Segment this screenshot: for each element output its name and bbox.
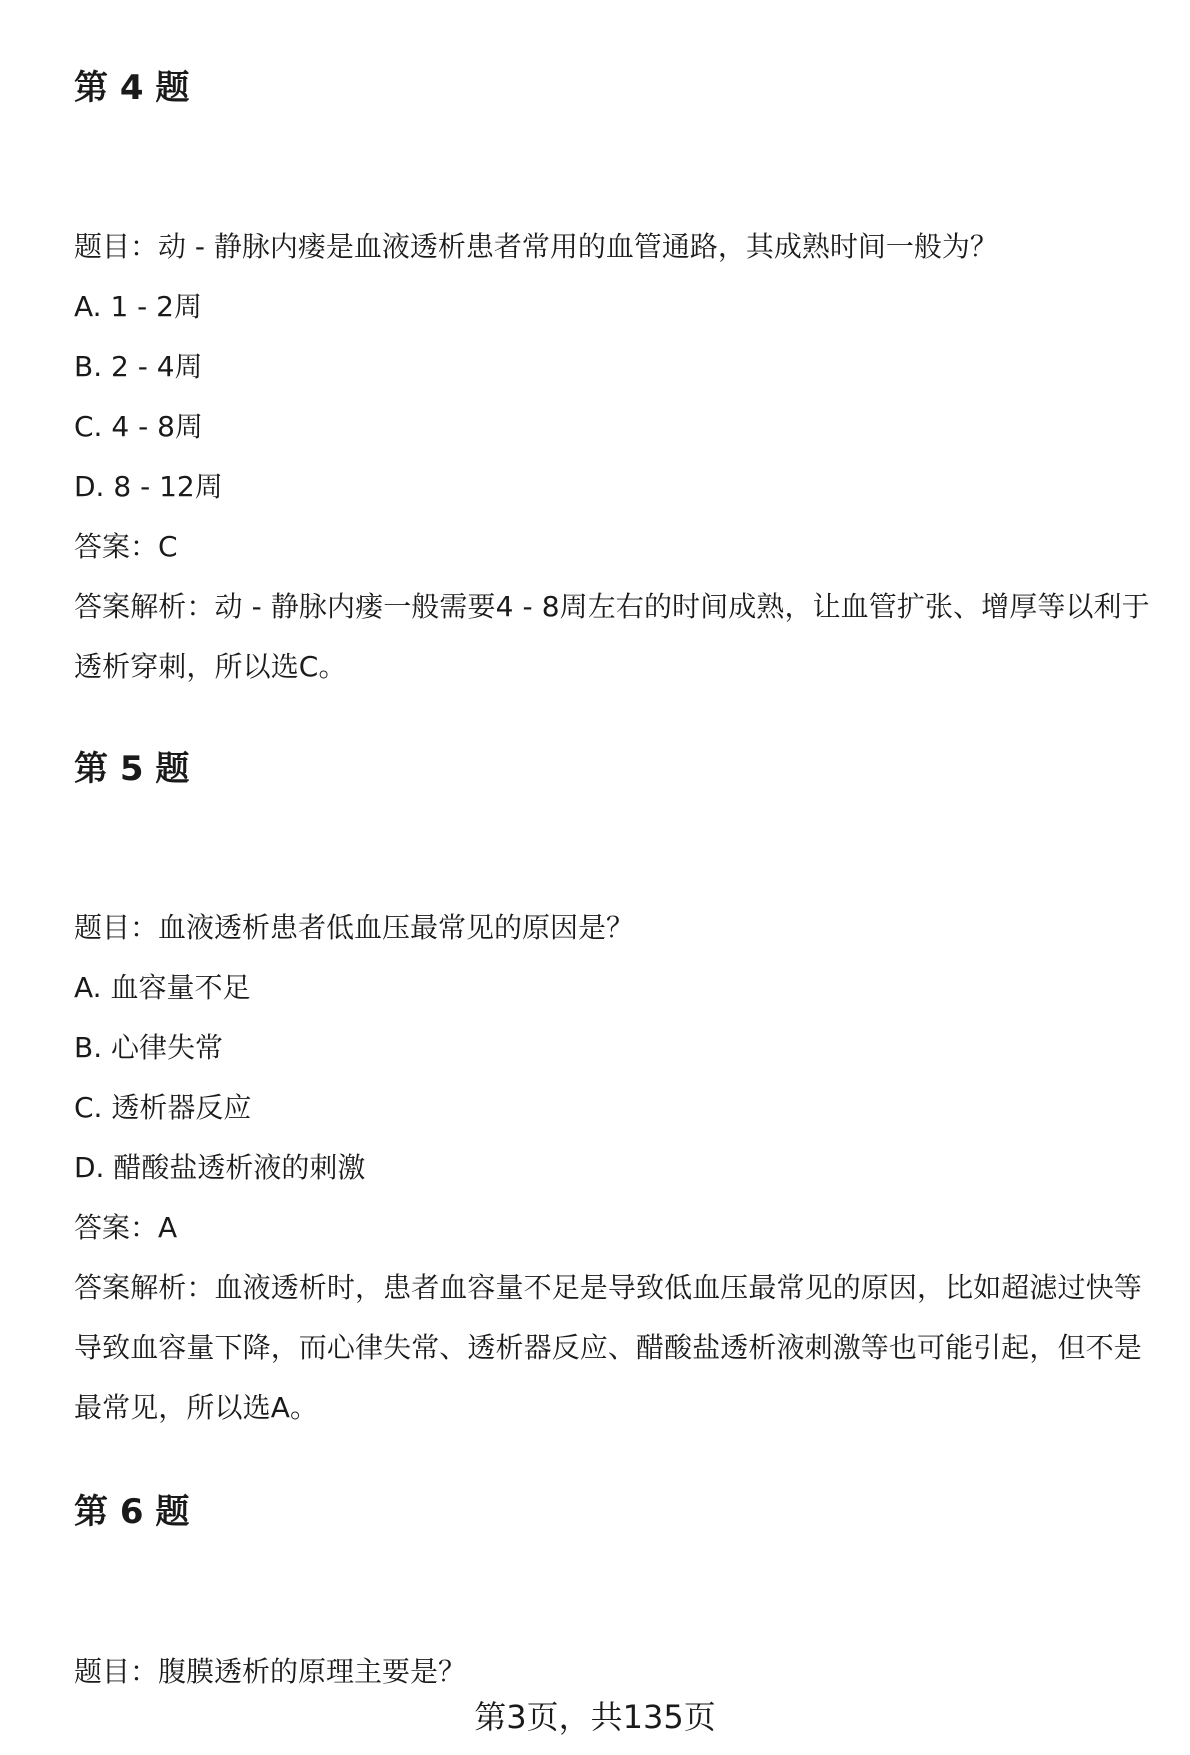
question-5-explanation: 答案解析：血液透析时，患者血容量不足是导致低血压最常见的原因，比如超滤过快等导致血容量下降，而心律失常、透析器反应、醋酸盐透析液刺激等也可能引起，但不是最常见，所以选A。 [74,1271,1142,1424]
question-5-stem: 题目：血液透析患者低血压最常见的原因是？ [74,911,635,944]
question-5-option-d: D. 醋酸盐透析液的刺激 [74,1151,366,1184]
question-4-option-d: D. 8 - 12周 [74,470,223,503]
question-4-title: 第 4 题 [74,68,190,108]
question-6-stem: 题目：腹膜透析的原理主要是？ [74,1655,467,1688]
question-6-title: 第 6 题 [74,1492,190,1532]
question-5-option-b: B. 心律失常 [74,1031,224,1064]
question-4-option-c: C. 4 - 8周 [74,410,203,443]
page-number-footer: 第3页，共135页 [474,1698,716,1736]
question-5-title: 第 5 题 [74,749,190,789]
question-4-option-b: B. 2 - 4周 [74,350,203,383]
question-4-stem: 题目：动 - 静脉内瘘是血液透析患者常用的血管通路，其成熟时间一般为？ [74,230,998,263]
question-4-option-a: A. 1 - 2周 [74,290,202,323]
question-5-option-a: A. 血容量不足 [74,971,251,1004]
question-5-option-c: C. 透析器反应 [74,1091,252,1124]
question-5-answer: 答案：A [74,1211,178,1244]
question-4-explanation: 答案解析：动 - 静脉内瘘一般需要4 - 8周左右的时间成熟，让血管扩张、增厚等以利于透析穿刺，所以选C。 [74,590,1150,683]
question-4-answer: 答案：C [74,530,178,563]
